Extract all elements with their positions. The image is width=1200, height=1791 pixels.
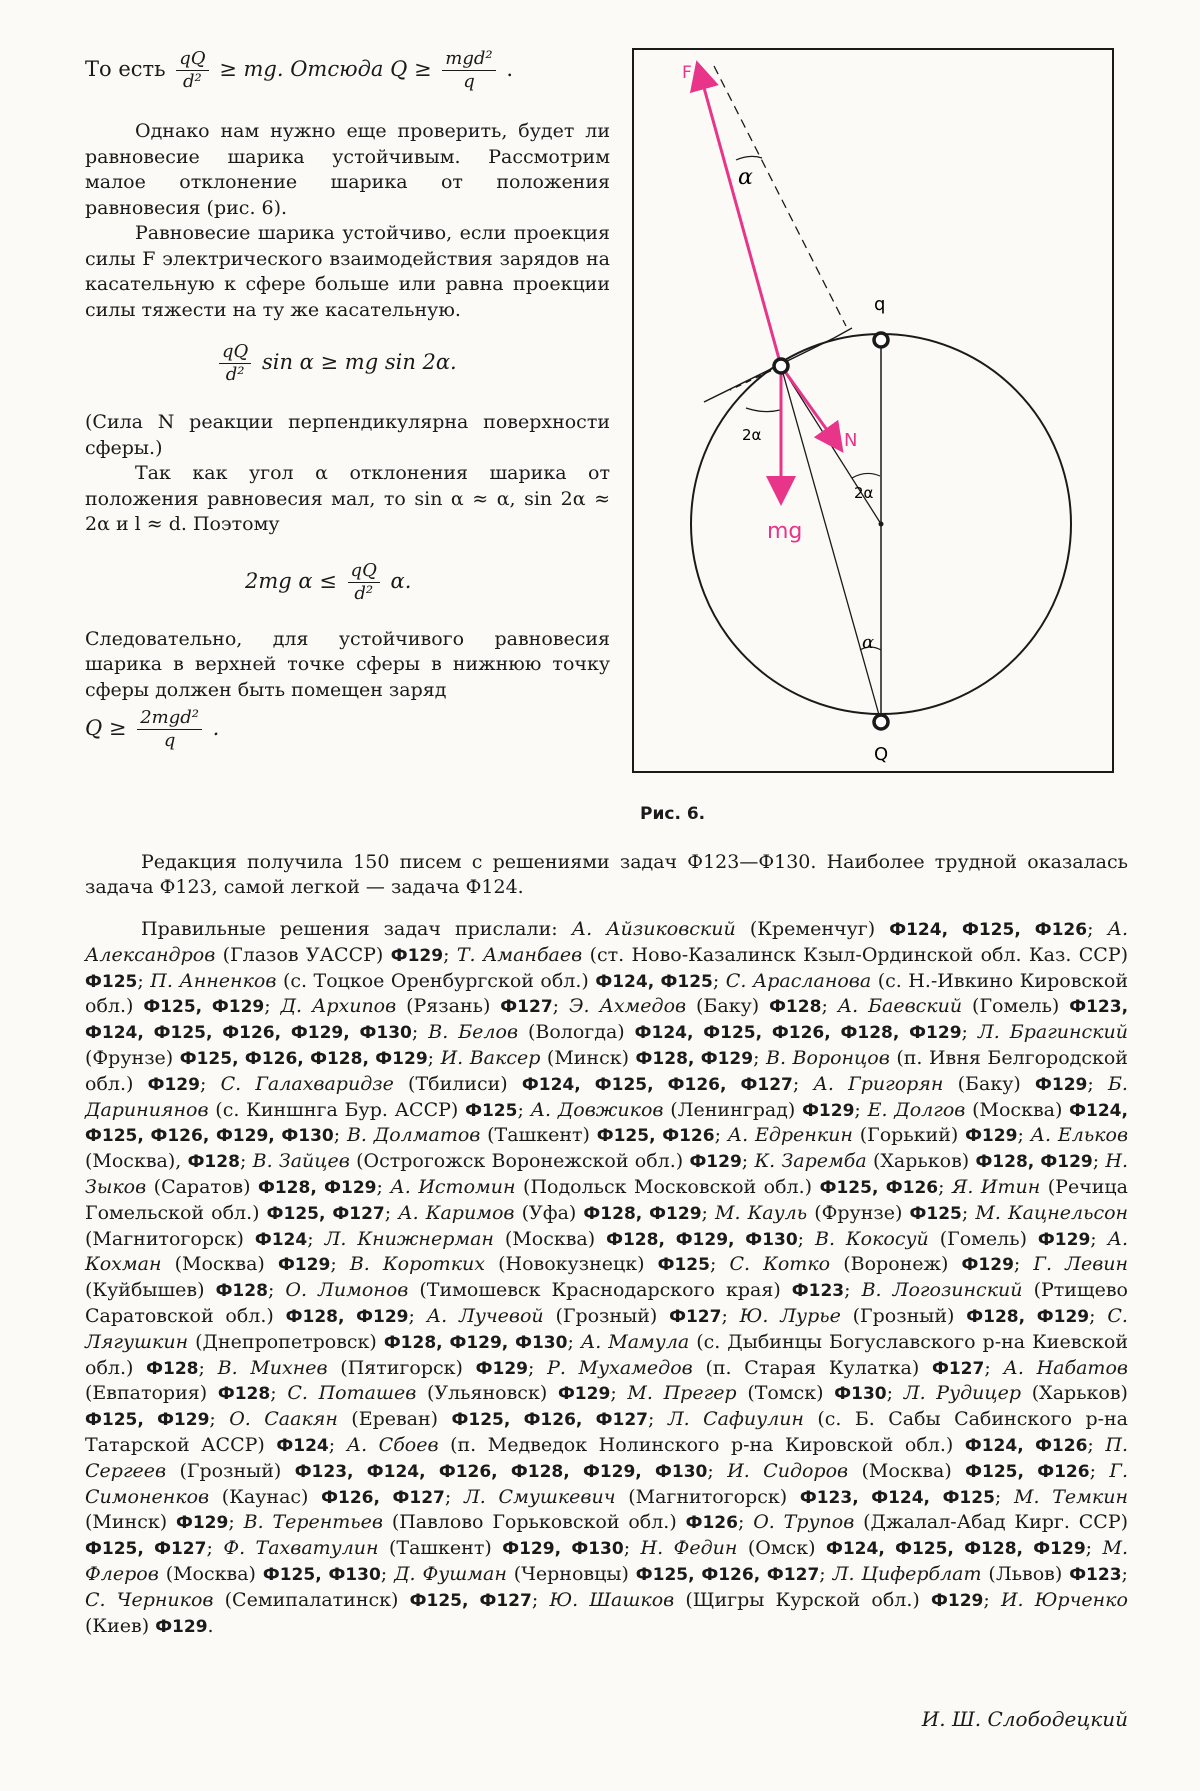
formula-2 [245,560,610,605]
paragraph-4: Так как угол α отклонения шарика от положения равновесия мал, то sin α ≈ α, sin 2α ≈ 2α и l ≈ d. Поэтому [85,462,610,535]
solver-name: В. Коротких [349,1253,485,1276]
formula-1 [215,341,610,386]
solver-name: В. Зайцев [252,1150,350,1173]
label-alpha-top: α [738,165,753,190]
solver-problems: Ф124, Ф126 [964,1435,1088,1456]
solver-place: (Грозный) [555,1304,658,1327]
solver-name: А. Истомин [390,1175,516,1198]
solver-problems: Ф129 [1035,1074,1088,1095]
solver-name: Г. Левин [1033,1253,1129,1276]
solver-name: В. Логозинский [861,1279,1023,1302]
ball-displaced [774,359,788,373]
solver-name: И. Сидоров [727,1459,849,1482]
solver-name: А. Каримов [398,1201,515,1224]
solver-name: В. Кокосуй [815,1227,929,1250]
solver-problems: Ф125, Ф126, Ф127 [635,1564,820,1585]
solver-problems: Ф130 [834,1384,887,1405]
solver-place: (Москва) [165,1562,256,1585]
paragraph-2: Равновесие шарика устойчиво, если проекция силы F электрического взаимодействия зарядов на касательную к сфере больше или равна проекции силы тяжести на ту же касательную. [85,222,610,321]
solver-place: (Минск) [546,1046,630,1069]
solver-problems: Ф125, Ф127 [85,1539,207,1560]
solver-problems: Ф129 [965,1126,1018,1147]
fraction [137,707,202,752]
solver-name: И. Юрченко [1000,1588,1128,1611]
solver-place: (Острогожск Воронежской обл.) [356,1150,684,1173]
solver-problems: Ф128, Ф129 [635,1048,754,1069]
solver-place: (Речица Гомельской обл.) [85,1175,1128,1224]
solver-name: П. Сергеев [85,1433,1128,1482]
signature: И. Ш. Слободецкий [921,1707,1128,1731]
solver-problems: Ф128, Ф129 [257,1177,377,1198]
frac-den: q [163,730,176,751]
solver-name: Ю. Шашков [549,1588,675,1611]
summary-paragraph [85,850,1128,900]
solver-place: (с. Дыбинцы Богуславского р-на Киевской обл.) [85,1330,1129,1379]
solver-problems: Ф127 [500,997,553,1018]
solver-name: А. Набатов [1003,1356,1128,1379]
solver-place: (Магнитогорск) [85,1227,244,1250]
solver-place: (Омск) [747,1537,816,1560]
angle-arc-top [736,156,762,160]
solver-place: (Саратов) [153,1175,251,1198]
solver-name: Л. Сафиулин [667,1408,804,1431]
solver-place: (Грозный) [179,1459,282,1482]
paragraph-1: Однако нам нужно еще проверить, будет ли равновесие шарика устойчивым. Рассмотрим малое отклонение шарика от положения равновесия (рис. 6). [85,120,610,219]
solver-problems: Ф129 [557,1384,611,1405]
solver-name: Г. Симоненков [85,1459,1128,1508]
solver-problems: Ф125, Ф127 [266,1203,385,1224]
solver-name: Ю. Лурье [739,1304,841,1327]
solver-place: (п. Ивня Белгородской обл.) [85,1046,1128,1095]
angle-arc-right [852,473,880,478]
frac-num: qQ [176,48,208,71]
solver-place: (Горький) [859,1124,959,1147]
solver-problems: Ф128, Ф129 [966,1306,1090,1327]
solver-problems: Ф123 [1069,1564,1122,1585]
solver-problems: Ф124, Ф125, Ф126 [889,920,1088,940]
frac-den: d² [354,582,374,604]
fraction [442,48,495,93]
left-column [85,48,610,752]
solver-place: (Черновцы) [513,1562,629,1585]
solver-name: О. Саакян [229,1408,338,1431]
solver-name: Р. Мухамедов [547,1356,693,1379]
solver-place: (Москва) [504,1227,596,1250]
solver-place: (Днепропетровск) [195,1330,377,1353]
figure-diagram [634,50,1112,771]
figure-6 [632,48,1114,773]
ball-bottom-Q [874,715,888,729]
solver-place: (с. Киншнга Бур. АССР) [215,1098,459,1121]
solver-problems: Ф123, Ф124, Ф126, Ф128, Ф129, Ф130 [294,1461,708,1482]
solver-problems: Ф126 [685,1513,738,1534]
solver-problems: Ф129 [390,945,444,966]
frac-den: q [463,71,475,92]
solver-problems: Ф125, Ф126, Ф127 [451,1410,648,1431]
solver-name: М. Флеров [85,1537,1128,1585]
solver-place: (Фрунзе) [814,1201,903,1224]
solver-name: А. Ельков [1030,1124,1129,1147]
solver-problems: Ф125, Ф126 [596,1126,715,1147]
paragraph-5: Следовательно, для устойчивого равновесия шарика в верхней точке сферы в нижнюю точку сферы должен быть помещен заряд [85,627,610,701]
frac-num: qQ [219,341,251,364]
solver-place: (Гомель) [939,1227,1027,1250]
solvers-paragraph: Правильные решения задач прислали: А. Айзиковский (Кременчуг) Ф124, Ф125, Ф126; А. Александров (Глазов УАССР) Ф129; Т. Аманбаев (ст. Ново-Казалинск Кзыл-Ординской обл. Каз. ССР) Ф125; П. Анненков (с. Тоцкое Оренбургской обл.) Ф124, Ф125; С. Арасланова (с. Н.-Ивкино Кировской обл.) Ф125, Ф129; Д. Архипов (Рязань) Ф127; Э. Ахмедов (Баку) Ф128; А. Баевский (Гомель) Ф123, Ф124, Ф125, Ф126, Ф129, Ф130; В. Белов (Вологда) Ф124, Ф125, Ф126, Ф128, Ф129; Л. Брагинский (Фрунзе) Ф125, Ф126, Ф128, Ф129; И. Ваксер (Минск) Ф128, Ф129; В. Воронцов (п. Ивня Белгородской обл.) Ф129; С. Галахваридзе (Тбилиси) Ф124, Ф125, Ф126, Ф127; А. Григорян (Баку) Ф129; Б. Дариниянов (с. Киншнга Бур. АССР) Ф125; А. Довжиков (Ленинград) Ф129; Е. Долгов (Москва) Ф124, Ф125, Ф126, Ф129, Ф130; В. Долматов (Ташкент) Ф125, Ф126; А. Едренкин (Горький) Ф129; А. Ельков (Москва), Ф128; В. Зайцев (Острогожск Воронежской обл.) Ф129; К. Заремба (Харьков) Ф128, Ф129; Н. Зыков (Саратов) Ф128, Ф129; А. Истомин (Подольск Московской обл.) Ф125, Ф126; Я. Итин (Речица Гомельской обл.) Ф125, Ф127; А. Каримов (Уфа) Ф128, Ф129; М. Кауль (Фрунзе) Ф125; М. Кацнельсон (Магнитогорск) Ф124; Л. Книжнерман (Москва) Ф128, Ф129, Ф130; В. Кокосуй (Гомель) Ф129; А. Кохман (Москва) Ф129; В. Коротких (Новокузнецк) Ф125; С. Котко (Воронеж) Ф129; Г. Левин (Куйбышев) Ф128; О. Лимонов (Тимошевск Краснодарского края) Ф123; В. Логозинский (Ртищево Саратовской обл.) Ф128, Ф129; А. Лучевой (Грозный) Ф127; Ю. Лурье (Грозный) Ф128, Ф129; С. Лягушкин (Днепропетровск) Ф128, Ф129, Ф130; А. Мамула (с. Дыбинцы Богуславского р-на Киевской обл.) Ф128; В. Михнев (Пятигорск) Ф129; Р. Мухамедов (п. Старая Кулатка) Ф127; А. Набатов (Евпатория) Ф128; С. Поташев (Ульяновск) Ф129; М. Прегер (Томск) Ф130; Л. Рудицер (Харьков) Ф125, Ф129; О. Саакян (Ереван) Ф125, Ф126, Ф127; Л. Сафиулин (с. Б. Сабы Сабинского р-на Татарской АССР) Ф124; А. Сбоев (п. Медведок Нолинского р-на Кировской обл.) Ф124, Ф126; П. Сергеев (Грозный) Ф123, Ф124, Ф126, Ф128, Ф129, Ф130; И. Сидоров (Москва) Ф125, Ф126; Г. Симоненков (Каунас) Ф126, Ф127; Л. Смушкевич (Магнитогорск) Ф123, Ф124, Ф125; М. Темкин (Минск) Ф129; В. Терентьев (Павлово Горьковской обл.) Ф126; О. Трупов (Джалал-Абад Кирг. ССР) Ф125, Ф127; Ф. Тахватулин (Ташкент) Ф129, Ф130; Н. Федин (Омск) Ф124, Ф125, Ф128, Ф129; М. Флеров (Москва) Ф125, Ф130; Д. Фушман (Черновцы) Ф125, Ф126, Ф127; Л. Циферблат (Львов) Ф123; С. Черников (Семипалатинск) Ф125, Ф127; Ю. Шашков (Щигры Курской обл.) Ф129; И. Юрченко (Киев) Ф129. [85,918,1129,1637]
label-q: q [874,294,886,315]
solver-name: К. Заремба [754,1150,867,1173]
solver-problems: Ф125 [85,971,138,992]
formula-line-1 [85,48,610,93]
solver-name: С. Лягушкин [85,1304,1128,1353]
solver-problems: Ф128 [215,1281,268,1302]
solver-name: А. Едренкин [727,1124,853,1147]
solver-place: (Пятигорск) [340,1356,463,1379]
solver-place: (Щигры Курской обл.) [685,1588,920,1611]
solver-name: А. Баевский [837,995,963,1018]
solver-name: Л. Циферблат [832,1562,982,1585]
solver-problems: Ф125 [465,1100,518,1121]
formula-end: . [212,716,220,740]
solver-name: А. Мамула [580,1330,690,1353]
solver-problems: Ф129 [475,1358,528,1379]
formula-left: 2mg α ≤ [245,568,337,593]
label-2alpha-right: 2α [854,484,874,502]
solver-place: (Москва) [861,1459,952,1482]
solver-place: (Тимошевск Краснодарского края) [419,1279,781,1302]
solver-name: М. Темкин [1014,1485,1128,1508]
solver-problems: Ф128 [217,1384,271,1405]
frac-num: 2mgd² [137,707,202,730]
solver-place: (Ташкент) [487,1124,590,1147]
formula-end: α. [390,568,412,593]
solver-name: А. Александров [85,918,1128,966]
frac-num: mgd² [442,48,495,71]
solver-problems: Ф125, Ф126 [965,1461,1090,1482]
solver-name: А. Лучевой [426,1304,544,1327]
solver-place: (Москва) [972,1098,1063,1121]
solver-problems: Ф128, Ф129 [285,1306,409,1327]
solver-place: (Семипалатинск) [224,1588,399,1611]
fraction [348,560,380,605]
solver-problems: Ф124, Ф125, Ф126, Ф127 [521,1074,793,1095]
figure-caption: Рис. 6. [640,804,706,824]
solver-place: (Куйбышев) [85,1279,205,1302]
solver-name: М. Прегер [627,1382,737,1405]
solver-place: (Баку) [957,1072,1021,1095]
solver-problems: Ф129 [277,1255,331,1276]
solver-place: (с. Н.-Ивкино Кировской обл.) [85,969,1129,1018]
solver-problems: Ф124, Ф125, Ф126, Ф129, Ф130 [85,1100,1128,1147]
sphere-center [879,522,884,527]
frac-den: d² [225,364,245,385]
solver-problems: Ф125, Ф129 [85,1410,210,1431]
angle-arc-left [746,408,780,412]
solver-name: В. Терентьев [243,1511,383,1534]
solver-problems: Ф126, Ф127 [321,1487,445,1508]
solver-place: (Магнитогорск) [628,1485,788,1508]
solver-problems: Ф125, Ф127 [409,1590,532,1611]
solver-problems: Ф129 [1037,1229,1091,1250]
solver-place: (п. Старая Кулатка) [705,1356,920,1379]
solver-problems: Ф128, Ф129, Ф130 [383,1332,568,1353]
solver-name: Е. Долгов [867,1098,966,1121]
solver-name: С. Галахваридзе [220,1072,394,1095]
solver-problems: Ф127 [669,1306,722,1327]
solver-name: Д. Фушман [394,1562,507,1585]
solver-name: Я. Итин [952,1175,1041,1198]
solver-name: А. Сбоев [346,1433,439,1456]
solver-place: (Львов) [988,1562,1063,1585]
solver-problems: Ф123, Ф124, Ф125 [799,1487,995,1508]
formula-end: . [506,57,513,81]
solver-place: (Глазов УАССР) [222,943,384,966]
solver-name: Н. Федин [640,1537,738,1560]
solver-name: С. Котко [729,1253,831,1276]
solver-place: (Ленинград) [670,1098,796,1121]
solver-place: (Павлово Горьковской обл.) [391,1511,677,1534]
solver-name: О. Трупов [753,1511,855,1534]
chord-to-bottom [781,366,881,722]
solver-problems: Ф129 [931,1590,984,1611]
solver-name: В. Белов [428,1021,519,1044]
solver-problems: Ф123 [791,1281,845,1302]
solver-name: Ф. Тахватулин [223,1537,379,1560]
solver-place: (Ереван) [351,1408,439,1431]
solver-place: (Гомель) [972,995,1060,1018]
solver-place: (Томск) [747,1382,824,1405]
solver-name: В. Михнев [217,1356,328,1379]
solver-problems: Ф128 [769,997,822,1018]
solver-problems: Ф125, Ф130 [262,1564,381,1585]
summary-text: Редакция получила 150 писем с решениями задач Ф123—Ф130. Наиболее трудной оказалась задача Ф123, самой легкой — задача Ф124. [85,851,1128,898]
solver-problems: Ф124, Ф125, Ф128, Ф129 [825,1539,1086,1560]
solver-name: Л. Смушкевич [463,1485,616,1508]
solver-problems: Ф125 [909,1203,962,1224]
solver-place: (Евпатория) [85,1382,208,1405]
formula-left: Q ≥ [85,716,127,740]
solver-problems: Ф124, Ф125, Ф126, Ф128, Ф129 [634,1023,962,1044]
label-alpha-bottom: α [862,632,875,653]
solver-problems: Ф128, Ф129 [975,1152,1093,1173]
solver-problems: Ф125 [657,1255,710,1276]
frac-den: d² [183,71,202,92]
solver-place: (ст. Ново-Казалинск Кзыл-Ординской обл. Каз. ССР) [589,943,1129,966]
solver-name: Л. Брагинский [977,1021,1129,1044]
solver-name: А. Григорян [813,1072,944,1095]
text-prefix: То есть [85,57,166,81]
solver-problems: Ф123, Ф124, Ф125, Ф126, Ф129, Ф130 [85,997,1129,1044]
solver-problems: Ф129, Ф130 [502,1539,624,1560]
solver-name: И. Ваксер [440,1046,541,1069]
solver-place: (п. Медведок Нолинского р-на Кировской обл.) [450,1433,954,1456]
solver-name: С. Арасланова [725,969,872,992]
fraction [176,48,208,93]
solver-place: (Тбилиси) [408,1072,508,1095]
formula-mid: ≥ mg. Отсюда Q ≥ [219,57,432,81]
solver-name: В. Воронцов [766,1046,890,1069]
solver-place: (Москва), [85,1150,182,1173]
solver-place: (Новокузнецк) [498,1253,645,1276]
solver-name: М. Кацнельсон [975,1201,1129,1224]
label-Q: Q [874,744,889,765]
label-2alpha-left: 2α [742,426,762,444]
solver-problems: Ф129 [155,1616,208,1637]
solver-place: (Вологда) [527,1021,625,1044]
solver-name: М. Кауль [715,1201,808,1224]
solver-name: О. Лимонов [285,1279,409,1302]
solver-name: А. Айзиковский [571,918,736,940]
tangent-line [704,338,834,402]
paragraph-3: (Сила N реакции перпендикулярна поверхности сферы.) [85,411,610,459]
solver-place: (Ртищево Саратовской обл.) [85,1279,1128,1327]
solver-name: Т. Аманбаев [456,943,583,966]
solver-problems: Ф125, Ф126 [819,1177,939,1198]
force-F-vector [698,66,781,366]
solver-name: Л. Рудицер [903,1382,1022,1405]
solver-name: П. Анненков [150,969,277,992]
solver-place: (Москва) [174,1253,265,1276]
solver-place: (Каунас) [221,1485,309,1508]
solver-place: (Уфа) [521,1201,577,1224]
solver-problems: Ф125, Ф126, Ф128, Ф129 [179,1048,428,1069]
solver-place: (Киев) [85,1614,150,1637]
solver-place: (Харьков) [872,1150,970,1173]
solver-name: Л. Книжнерман [324,1227,494,1250]
solver-name: Д. Архипов [280,995,397,1018]
fraction [219,341,251,386]
solver-name: Б. Дариниянов [85,1072,1128,1121]
solver-name: В. Долматов [346,1124,481,1147]
solver-problems: Ф127 [931,1358,985,1379]
solver-place: (с. Б. Сабы Сабинского р-на Татарской АССР) [85,1408,1129,1456]
solver-problems: Ф124 [254,1229,308,1250]
solver-place: (с. Тоцкое Оренбургской обл.) [282,969,589,992]
solver-problems: Ф124, Ф125 [595,971,713,992]
formula-rest: sin α ≥ mg sin 2α. [261,350,457,374]
solver-name: А. Довжиков [530,1098,664,1121]
solver-problems: Ф124 [276,1435,329,1456]
solver-place: (Воронеж) [843,1253,949,1276]
label-mg: mg [767,519,803,544]
solver-problems: Ф128, Ф129, Ф130 [606,1229,798,1250]
label-N: N [844,430,858,451]
solver-problems: Ф129 [961,1255,1014,1276]
solver-place: (Подольск Московской обл.) [523,1175,813,1198]
solver-place: (Грозный) [852,1304,955,1327]
solver-name: С. Поташев [287,1382,417,1405]
solver-problems: Ф129 [802,1100,855,1121]
solver-place: (Ульяновск) [426,1382,548,1405]
solver-place: (Ташкент) [388,1537,492,1560]
solver-problems: Ф128 [187,1152,240,1173]
solver-name: Н. Зыков [85,1150,1129,1198]
solver-place: (Рязань) [406,995,491,1018]
solver-problems: Ф128, Ф129 [583,1203,702,1224]
solver-problems: Ф128 [146,1358,199,1379]
solver-place: (Харьков) [1031,1382,1128,1405]
label-F: F [682,63,692,83]
force-N-vector [781,366,840,448]
solver-name: Э. Ахмедов [568,995,687,1018]
solver-place: (Фрунзе) [85,1046,174,1069]
solver-name: А. Кохман [85,1227,1129,1276]
solver-place: (Джалал-Абад Кирг. ССР) [863,1511,1129,1534]
ball-top-q [874,333,888,347]
solver-problems: Ф129 [689,1152,742,1173]
final-formula [85,707,610,752]
solver-problems: Ф129 [175,1513,229,1534]
solver-place: (Кременчуг) [749,918,876,940]
solver-problems: Ф125, Ф129 [143,997,265,1018]
solver-place: (Минск) [85,1511,168,1534]
solvers-intro: Правильные решения задач прислали: [141,918,558,940]
solver-problems: Ф129 [147,1074,200,1095]
solver-name: С. Черников [85,1588,214,1611]
solver-place: (Баку) [696,995,760,1018]
frac-num: qQ [348,560,380,583]
